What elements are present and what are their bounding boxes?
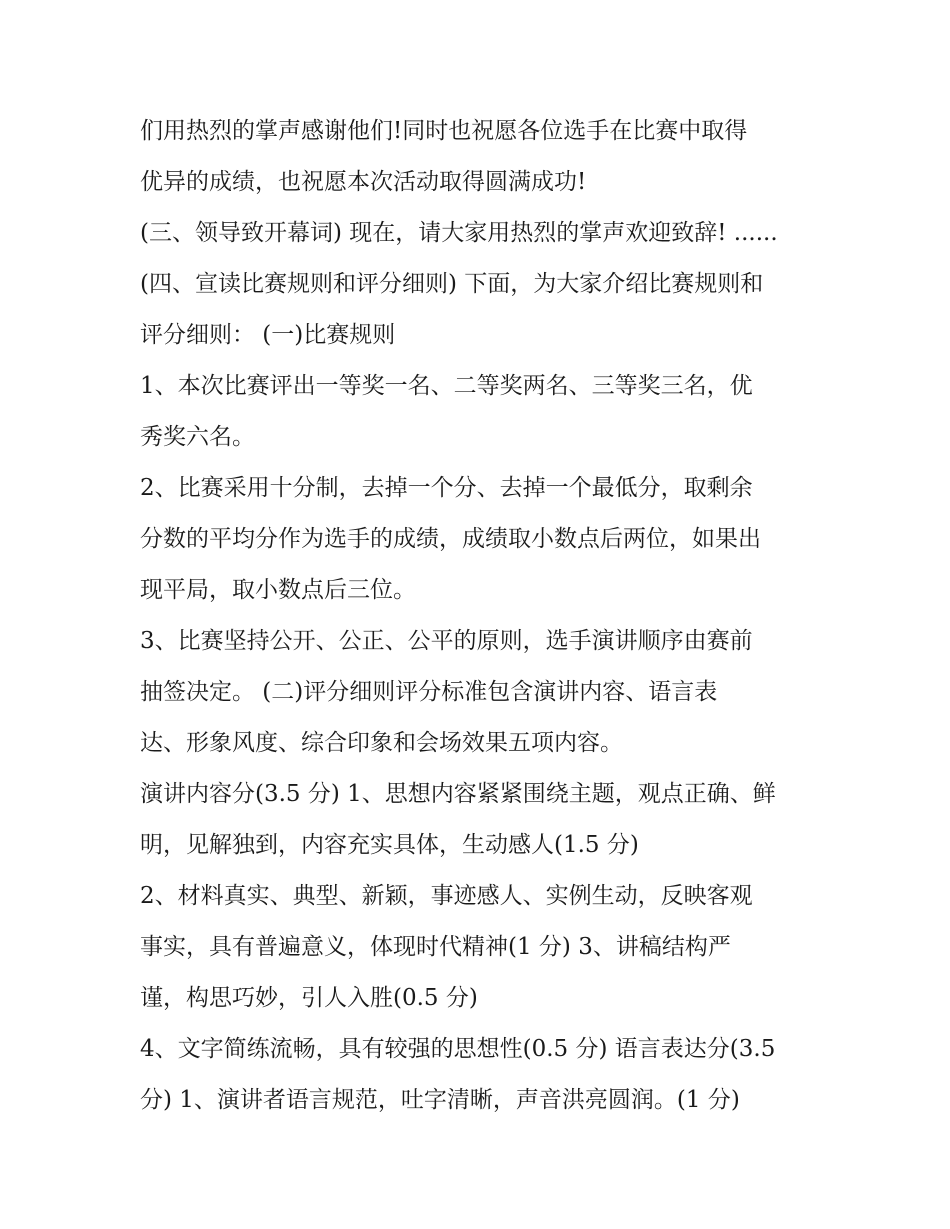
text-line: 达、形象风度、综合印象和会场效果五项内容。 bbox=[140, 730, 623, 756]
text-line: 1、本次比赛评出一等奖一名、二等奖两名、三等奖三名，优 bbox=[140, 373, 753, 399]
text-line: 抽签决定。 (二)评分细则评分标准包含演讲内容、语言表 bbox=[140, 679, 718, 705]
text-line: (三、领导致开幕词) 现在，请大家用热烈的掌声欢迎致辞! ...... bbox=[140, 220, 778, 246]
text-line: 2、材料真实、典型、新颖，事迹感人、实例生动，反映客观 bbox=[140, 883, 753, 909]
text-line: 3、比赛坚持公开、公正、公平的原则，选手演讲顺序由赛前 bbox=[140, 628, 753, 654]
text-line: 分数的平均分作为选手的成绩，成绩取小数点后两位，如果出 bbox=[140, 526, 761, 552]
text-line: 优异的成绩，也祝愿本次活动取得圆满成功! bbox=[140, 169, 587, 195]
text-line: 2、比赛采用十分制，去掉一个分、去掉一个最低分，取剩余 bbox=[140, 475, 753, 501]
text-line: 现平局，取小数点后三位。 bbox=[140, 577, 416, 603]
text-line: 演讲内容分(3.5 分) 1、思想内容紧紧围绕主题，观点正确、鲜 bbox=[140, 781, 776, 807]
text-line: 秀奖六名。 bbox=[140, 424, 255, 450]
text-line: 谨，构思巧妙，引人入胜(0.5 分) bbox=[140, 985, 478, 1011]
text-line: (四、宣读比赛规则和评分细则) 下面，为大家介绍比赛规则和 bbox=[140, 271, 764, 297]
text-line: 明，见解独到，内容充实具体，生动感人(1.5 分) bbox=[140, 832, 639, 858]
text-line: 们用热烈的掌声感谢他们!同时也祝愿各位选手在比赛中取得 bbox=[140, 118, 748, 144]
text-line: 分) 1、演讲者语言规范，吐字清晰，声音洪亮圆润。(1 分) bbox=[140, 1087, 740, 1113]
text-line: 事实，具有普遍意义，体现时代精神(1 分) 3、讲稿结构严 bbox=[140, 934, 731, 960]
text-line: 4、文字简练流畅，具有较强的思想性(0.5 分) 语言表达分(3.5 bbox=[140, 1036, 776, 1062]
text-line: 评分细则： (一)比赛规则 bbox=[140, 322, 396, 348]
document-body bbox=[140, 106, 830, 1126]
